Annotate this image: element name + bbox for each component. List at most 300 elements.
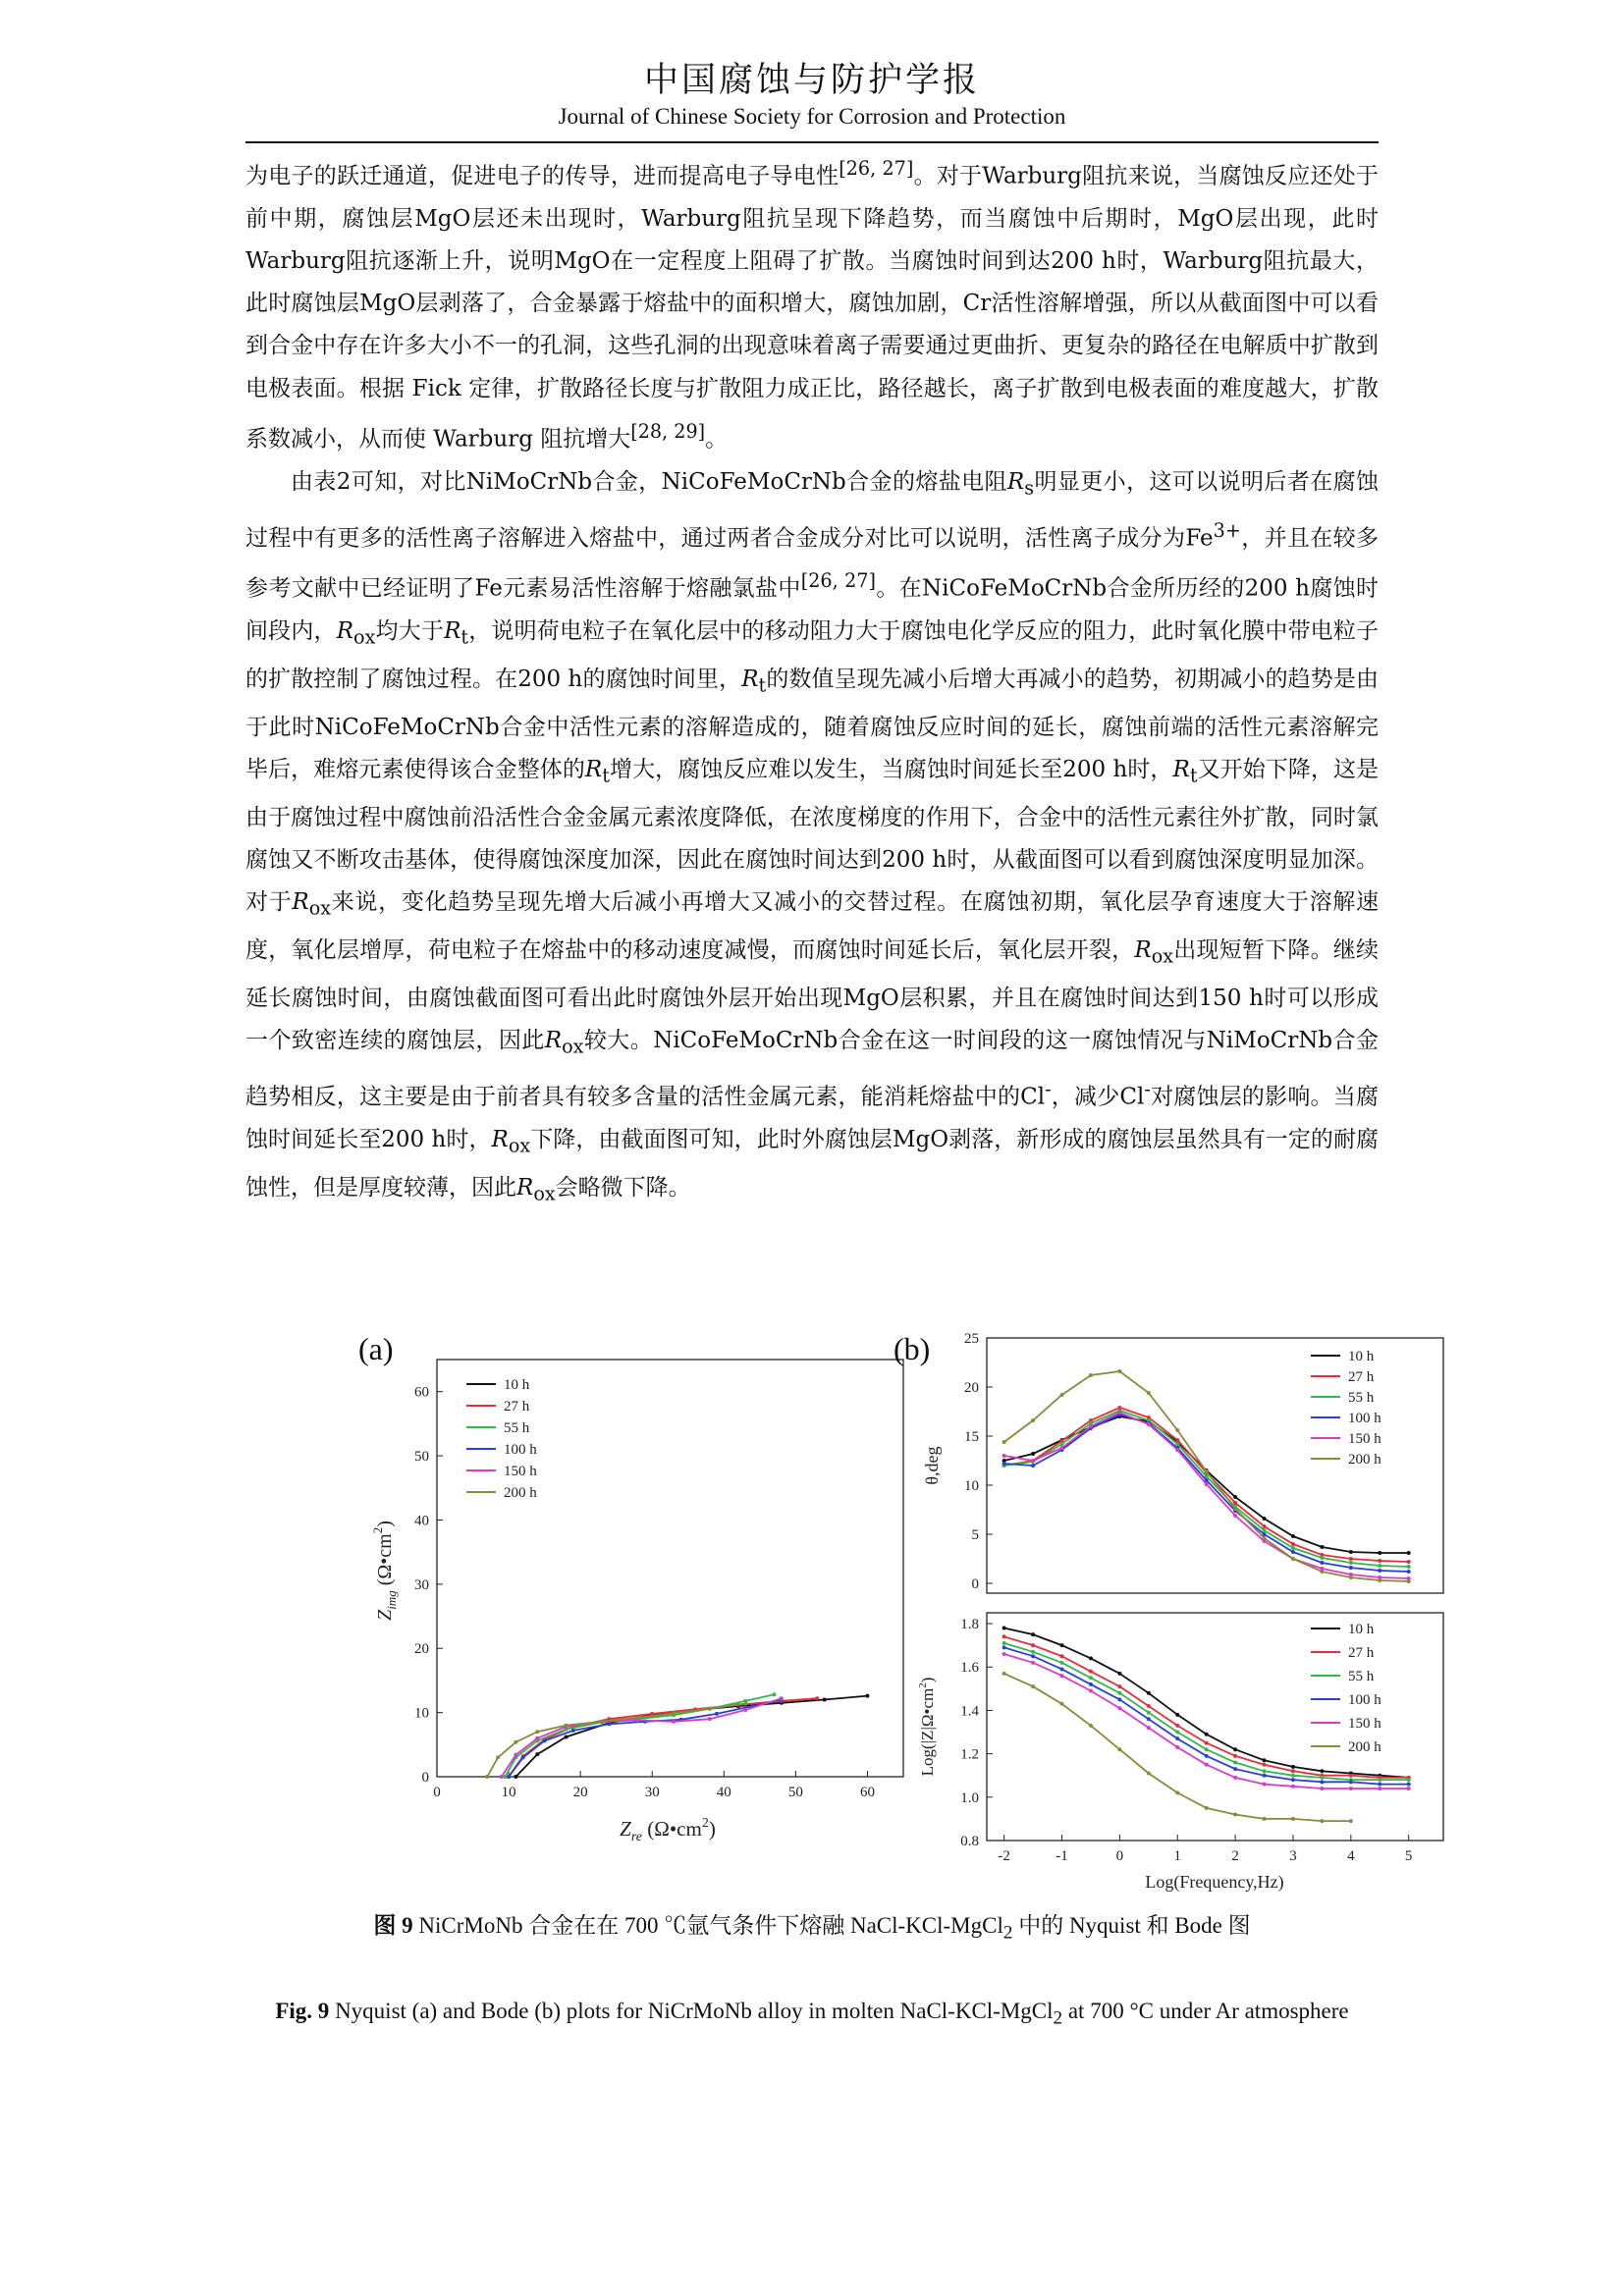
data-point (715, 1712, 719, 1716)
data-point (1378, 1787, 1381, 1790)
data-point (1320, 1787, 1324, 1790)
x-tick-label: 0 (433, 1785, 441, 1800)
data-point (565, 1735, 568, 1738)
italic-text: R (584, 757, 603, 783)
data-point (672, 1720, 676, 1724)
data-point (1263, 1774, 1267, 1778)
y-tick-label: 0 (421, 1770, 429, 1786)
text-run: 对腐蚀层的影响。当腐蚀时间延长至200 h时， (245, 1084, 1379, 1152)
subscript: ox (562, 1035, 584, 1058)
data-point (1031, 1632, 1035, 1636)
data-point (1175, 1428, 1179, 1432)
italic-text: R (292, 889, 309, 916)
data-point (1320, 1561, 1324, 1565)
data-point (1407, 1579, 1411, 1583)
subscript: t (758, 673, 767, 697)
text-run: 会略微下降。 (555, 1174, 691, 1201)
data-point (1263, 1763, 1267, 1767)
data-point (1349, 1774, 1353, 1778)
x-tick-label: 2 (1231, 1848, 1239, 1864)
y-tick-label: 1.2 (960, 1746, 979, 1763)
data-point (1147, 1772, 1151, 1776)
data-point (607, 1722, 611, 1726)
x-axis-title (620, 1816, 716, 1844)
figure-caption-cn (245, 1908, 1379, 1951)
data-point (1291, 1542, 1295, 1546)
data-point (1031, 1661, 1035, 1665)
label-run: 2 (370, 1526, 385, 1534)
data-point (1291, 1557, 1295, 1561)
data-point (1117, 1411, 1121, 1415)
data-point (1205, 1754, 1209, 1758)
data-point (1320, 1780, 1324, 1784)
subscript: 2 (1053, 2007, 1063, 2029)
x-tick-label: 4 (1347, 1848, 1355, 1864)
legend (1311, 1349, 1381, 1468)
panel-label-b: (b) (893, 1331, 931, 1366)
data-point (514, 1775, 517, 1779)
data-point (1291, 1534, 1295, 1538)
data-point (1378, 1783, 1381, 1787)
y-tick-label: 1.8 (960, 1617, 979, 1633)
y-tick-label: 50 (414, 1449, 429, 1466)
data-point (1060, 1654, 1064, 1658)
y-tick-label: 15 (964, 1429, 979, 1445)
data-point (1378, 1564, 1381, 1568)
data-point (600, 1720, 604, 1724)
x-tick-label: 30 (644, 1785, 660, 1800)
data-point (1117, 1691, 1121, 1695)
data-point (1263, 1758, 1267, 1762)
subscript: ox (308, 896, 332, 920)
data-point (535, 1752, 539, 1756)
data-point (1031, 1464, 1035, 1468)
data-point (1031, 1418, 1035, 1422)
data-point (1175, 1438, 1179, 1442)
data-point (1233, 1812, 1237, 1816)
x-tick-label: 40 (716, 1785, 731, 1800)
data-point (1031, 1459, 1035, 1463)
legend-label: 150 h (504, 1464, 537, 1479)
y-tick-label: 1.4 (960, 1703, 979, 1720)
data-point (823, 1698, 827, 1702)
superscript: - (1045, 1077, 1052, 1100)
data-point (636, 1716, 640, 1720)
data-point (1291, 1546, 1295, 1550)
data-point (1378, 1569, 1381, 1573)
data-point (1031, 1452, 1035, 1456)
data-point (1407, 1551, 1411, 1555)
data-point (1117, 1369, 1121, 1373)
text-run: 较大。NiCoFeMoCrNb合金在这一时间段的这一腐蚀情况与NiMoCrNb合金趋势相反，这主要是由于前者具有较多含量的活性金属元素，能消耗熔盐中的Cl (245, 1028, 1379, 1110)
data-point (1002, 1454, 1006, 1458)
body-text (245, 147, 1379, 1214)
data-point (1205, 1482, 1209, 1486)
x-tick-label: 3 (1289, 1848, 1297, 1864)
text-run: 。 (705, 426, 729, 453)
y-tick-label: 10 (414, 1705, 429, 1722)
subscript: ox (533, 1182, 556, 1205)
x-tick-label: 20 (572, 1785, 588, 1800)
data-point (1205, 1806, 1209, 1810)
italic-text: R (491, 1126, 509, 1152)
data-point (503, 1775, 507, 1779)
data-point (1233, 1776, 1237, 1780)
data-point (1060, 1442, 1064, 1446)
label-run: ) (918, 1677, 937, 1683)
italic-text: R (336, 618, 354, 645)
superscript: [28, 29] (630, 419, 706, 443)
data-point (743, 1708, 747, 1712)
data-point (1147, 1726, 1151, 1730)
data-point (571, 1729, 575, 1733)
subscript: s (1024, 476, 1035, 500)
superscript: [26, 27] (839, 157, 914, 180)
y-tick-label: 20 (414, 1641, 429, 1658)
data-point (485, 1775, 489, 1779)
data-point (1089, 1676, 1093, 1680)
x-tick-label: 10 (501, 1785, 516, 1800)
x-tick-label: -2 (998, 1848, 1010, 1864)
data-point (1233, 1747, 1237, 1751)
data-point (1117, 1706, 1121, 1710)
data-point (1263, 1524, 1267, 1528)
text-run: 中的 Nyquist 和 Bode 图 (1012, 1913, 1251, 1938)
legend-label: 100 h (1348, 1692, 1381, 1708)
data-point (1263, 1817, 1267, 1821)
data-point (1002, 1641, 1006, 1645)
data-point (1205, 1733, 1209, 1736)
data-point (1002, 1626, 1006, 1629)
data-point (708, 1707, 712, 1711)
legend-label: 55 h (1348, 1669, 1375, 1684)
data-point (1089, 1682, 1093, 1686)
data-point (1002, 1462, 1006, 1466)
data-point (1407, 1783, 1411, 1787)
subscript: t (460, 625, 469, 649)
legend-label: 10 h (1348, 1622, 1375, 1637)
legend-label: 200 h (1348, 1739, 1381, 1755)
data-point (535, 1730, 539, 1734)
data-point (1233, 1754, 1237, 1758)
y-tick-label: 1.0 (960, 1789, 979, 1806)
data-point (543, 1738, 547, 1742)
data-point (865, 1694, 869, 1698)
data-point (1407, 1787, 1411, 1790)
label-run: Log(|Z| (918, 1727, 937, 1777)
data-point (1002, 1645, 1006, 1649)
text-run: 。对于Warburg阻抗来说，当腐蚀反应还处于前中期，腐蚀层MgO层还未出现时，Warburg阻抗呈现下降趋势，而当腐蚀中后期时，MgO层出现，此时Warburg阻抗逐渐上升，说明MgO在一定程度上阻碍了扩散。当腐蚀时间到达200 h时，Warburg阻抗最大，此时腐蚀层MgO层剥落了，合金暴露于熔盐中的面积增大，腐蚀加剧，Cr活性溶解增强，所以从截面图中可以看到合金中存在许多大小不一的孔洞，这些孔洞的出现意味着离子需要通过更曲折、更复杂的路径在电解质中扩散到电极表面。根据 Fick 定律，扩散路径长度与扩散阻力成正比，路径越长，离子扩散到电极表面的难度越大，扩散系数减小，从而使 Warburg 阻抗增大 (245, 163, 1380, 453)
data-point (1263, 1769, 1267, 1773)
data-point (514, 1753, 517, 1757)
data-point (1031, 1650, 1035, 1654)
data-point (1233, 1767, 1237, 1771)
legend-label: 10 h (1348, 1349, 1375, 1364)
data-point (1349, 1787, 1353, 1790)
legend (466, 1377, 537, 1501)
data-point (1349, 1819, 1353, 1823)
data-point (1320, 1776, 1324, 1780)
data-point (1147, 1711, 1151, 1715)
data-point (507, 1775, 511, 1779)
x-tick-label: 5 (1404, 1848, 1413, 1864)
data-point (1205, 1763, 1209, 1767)
data-point (1291, 1785, 1295, 1789)
text-run: Nyquist (a) and Bode (b) plots for NiCrMoNb alloy in molten NaCl-KCl-MgCl (329, 1999, 1054, 2023)
data-point (1291, 1774, 1295, 1778)
data-point (565, 1724, 568, 1728)
subscript: t (602, 764, 610, 787)
journal-title-en: Journal of Chinese Society for Corrosion and Protection (558, 104, 1066, 129)
data-point (1291, 1778, 1295, 1782)
y-tick-label: 0.8 (960, 1834, 979, 1849)
legend-label: 150 h (1348, 1716, 1381, 1732)
data-point (1349, 1550, 1353, 1554)
text-run: 为电子的跃迁通道，促进电子的传导，进而提高电子导电性 (245, 163, 839, 189)
data-point (500, 1775, 504, 1779)
data-point (1147, 1691, 1151, 1695)
data-point (708, 1717, 712, 1721)
data-point (1349, 1566, 1353, 1570)
data-point (1291, 1769, 1295, 1773)
data-point (1233, 1760, 1237, 1764)
label-run: img (384, 1590, 399, 1610)
data-point (1175, 1731, 1179, 1735)
legend-label: 100 h (1348, 1411, 1381, 1426)
data-point (1089, 1656, 1093, 1660)
x-tick-label: 1 (1173, 1848, 1181, 1864)
data-point (521, 1755, 525, 1759)
data-point (772, 1692, 776, 1696)
superscript: - (1144, 1077, 1151, 1100)
x-tick-label: -1 (1056, 1848, 1068, 1864)
data-point (1349, 1561, 1353, 1565)
legend-label: 55 h (1348, 1390, 1375, 1406)
text-run: 增大，腐蚀反应难以发生，当腐蚀时间延长至200 h时， (609, 757, 1173, 783)
data-point (1263, 1783, 1267, 1787)
y-axis-title: θ,deg (922, 1446, 942, 1485)
data-point (1378, 1559, 1381, 1563)
bold-text: Fig. 9 (275, 1999, 330, 2023)
bode-modulus-plot (893, 1605, 1453, 1899)
y-tick-label: 1.6 (960, 1660, 979, 1677)
data-point (1233, 1514, 1237, 1518)
label-run: Ω•cm (918, 1687, 937, 1728)
legend-label: 100 h (504, 1442, 537, 1458)
data-point (1291, 1817, 1295, 1821)
data-point (1060, 1643, 1064, 1647)
data-point (535, 1736, 539, 1740)
data-point (1117, 1672, 1121, 1676)
x-tick-label: 50 (787, 1785, 803, 1800)
data-point (1060, 1446, 1064, 1450)
data-point (1089, 1724, 1093, 1728)
x-tick-label: 0 (1115, 1848, 1124, 1864)
italic-text: R (444, 618, 461, 645)
data-point (1175, 1736, 1179, 1740)
y-axis-title (370, 1521, 399, 1621)
data-point (1002, 1440, 1006, 1444)
subscript: ox (508, 1134, 531, 1157)
data-point (1117, 1747, 1121, 1751)
label-run: ) (708, 1817, 716, 1841)
text-run: 的数值呈现先减小后增大再减小的趋势，初期减小的趋势是由于此时NiCoFeMoCrNb合金中活性元素的溶解造成的，随着腐蚀反应时间的延长，腐蚀前端的活性元素溶解完毕后，难熔元素使得该合金整体的 (245, 667, 1379, 783)
data-point (1175, 1745, 1179, 1749)
label-run: Z (620, 1817, 631, 1841)
text-run: 又开始下降，这是由于腐蚀过程中腐蚀前沿活性合金金属元素浓度降低，在浓度梯度的作用下，合金中的活性元素往外扩散，同时氯腐蚀又不断攻击基体，使得腐蚀深度加深，因此在腐蚀时间达到200 h时，从截面图可以看到腐蚀深度明显加深。对于 (245, 757, 1380, 916)
data-point (1089, 1373, 1093, 1377)
text-run: NiCrMoNb 合金在在 700 ℃氩气条件下熔融 NaCl-KCl-MgCl (412, 1913, 1003, 1938)
text-run: ，并且在较多参考文献中已经证明了Fe元素易活性溶解于熔融氯盐中 (245, 525, 1380, 603)
label-run: 2 (917, 1682, 929, 1688)
legend-label: 55 h (504, 1420, 530, 1436)
legend-label: 200 h (504, 1485, 537, 1501)
text-run: 来说，变化趋势呈现先增大后减小再增大又减小的交替过程。在腐蚀初期，氧化层孕育速度大于溶解速度，氧化层增厚，荷电粒子在熔盐中的移动速度减慢，而腐蚀时间延长后，氧化层开裂， (245, 889, 1380, 964)
italic-text: R (1134, 937, 1152, 964)
data-point (1089, 1689, 1093, 1693)
data-point (1175, 1448, 1179, 1452)
data-point (1002, 1634, 1006, 1638)
superscript: 3+ (1213, 518, 1241, 542)
italic-text: R (741, 667, 759, 693)
text-run: ，说明荷电粒子在氧化层中的移动阻力大于腐蚀电化学反应的阻力，此时氧化膜中带电粒子的扩散控制了腐蚀过程。在200 h的腐蚀时间里， (245, 618, 1380, 693)
data-point (1002, 1652, 1006, 1656)
data-point (514, 1740, 517, 1744)
figure-9 (344, 1320, 1453, 1899)
data-point (1117, 1684, 1121, 1688)
data-point (1263, 1517, 1267, 1521)
header-rule (245, 141, 1379, 143)
text-run: 明显更小，这可以说明后者在腐蚀过程中有更多的活性离子溶解进入熔盐中，通过两者合金成分对比可以说明，活性离子成分为Fe (245, 468, 1380, 552)
legend-label: 27 h (1348, 1369, 1375, 1385)
data-point (1263, 1528, 1267, 1532)
legend-label: 27 h (504, 1399, 530, 1415)
text-run: 下降，由截面图可知，此时外腐蚀层MgO剥落，新形成的腐蚀层虽然具有一定的耐腐蚀性，但是厚度较薄，因此 (245, 1126, 1379, 1201)
data-point (1407, 1778, 1411, 1782)
label-run: 2 (701, 1816, 709, 1831)
y-tick-label: 10 (964, 1478, 979, 1494)
y-tick-label: 25 (964, 1331, 979, 1347)
y-tick-label: 30 (414, 1576, 429, 1593)
legend-label: 10 h (504, 1377, 530, 1393)
data-point (1060, 1393, 1064, 1397)
data-point (672, 1711, 676, 1715)
data-point (1233, 1507, 1237, 1511)
journal-title-cn: 中国腐蚀与防护学报 (643, 61, 980, 100)
italic-text: R (516, 1174, 534, 1201)
data-point (1117, 1697, 1121, 1701)
legend-label: 200 h (1348, 1452, 1381, 1468)
series-line (515, 1696, 867, 1777)
data-point (1175, 1442, 1179, 1446)
data-point (1147, 1704, 1151, 1708)
journal-header (245, 59, 1379, 132)
data-point (1320, 1545, 1324, 1549)
data-point (1407, 1560, 1411, 1564)
data-point (1407, 1570, 1411, 1574)
data-point (743, 1701, 747, 1705)
text-run: 出现短暂下降。继续延长腐蚀时间，由腐蚀截面图可看出此时腐蚀外层开始出现MgO层积累，并且在腐蚀时间达到150 h时可以形成一个致密连续的腐蚀层，因此 (245, 937, 1380, 1054)
subscript: t (1189, 764, 1198, 787)
data-point (1002, 1672, 1006, 1676)
paragraph-2 (245, 461, 1379, 1215)
text-run: 由表2可知，对比NiMoCrNb合金，NiCoFeMoCrNb合金的熔盐电阻 (291, 468, 1007, 495)
data-point (1147, 1422, 1151, 1426)
label-run: (Ω•cm (641, 1817, 702, 1841)
bold-text: 图 9 (373, 1913, 413, 1938)
data-point (1089, 1670, 1093, 1674)
data-point (1349, 1575, 1353, 1579)
data-point (1263, 1536, 1267, 1540)
data-point (1291, 1765, 1295, 1769)
italic-text: R (1172, 757, 1190, 783)
label-run: (Ω•cm (374, 1533, 396, 1591)
series-55h (1002, 1641, 1411, 1782)
legend-label: 27 h (1348, 1645, 1375, 1661)
data-point (1320, 1819, 1324, 1823)
subscript: 2 (1002, 1922, 1013, 1944)
data-point (780, 1696, 784, 1700)
data-point (1407, 1565, 1411, 1569)
text-run: 。在NiCoFeMoCrNb合金所历经的200 h腐蚀时间段内， (245, 576, 1379, 645)
data-point (1147, 1391, 1151, 1395)
y-tick-label: 5 (971, 1527, 979, 1543)
legend (1311, 1622, 1381, 1755)
figure-caption-en (245, 1994, 1379, 2037)
data-point (1175, 1713, 1179, 1717)
text-run: 均大于 (375, 618, 445, 645)
series-10h (514, 1694, 869, 1779)
bode-phase-plot (893, 1320, 1453, 1605)
subscript: ox (1151, 944, 1174, 968)
data-point (1031, 1654, 1035, 1658)
data-point (1031, 1643, 1035, 1647)
superscript: [26, 27] (800, 569, 876, 593)
y-tick-label: 40 (414, 1513, 429, 1529)
data-point (1205, 1747, 1209, 1751)
data-point (1205, 1741, 1209, 1745)
label-run: ) (374, 1521, 396, 1527)
data-point (1060, 1667, 1064, 1671)
x-tick-label: 60 (859, 1785, 875, 1800)
y-axis-title (917, 1678, 937, 1777)
data-point (1089, 1424, 1093, 1428)
data-point (1291, 1550, 1295, 1554)
data-point (1320, 1570, 1324, 1574)
legend-label: 150 h (1348, 1431, 1381, 1447)
data-point (1378, 1578, 1381, 1582)
italic-text: R (1006, 468, 1025, 495)
data-point (496, 1755, 500, 1759)
x-axis-title: Log(Frequency,Hz) (1145, 1872, 1284, 1892)
data-point (1378, 1551, 1381, 1555)
y-tick-label: 0 (971, 1576, 979, 1592)
italic-text: R (544, 1028, 563, 1054)
data-point (1320, 1769, 1324, 1773)
data-point (1060, 1674, 1064, 1678)
data-point (1147, 1717, 1151, 1721)
series-line (1004, 1643, 1409, 1780)
text-run: at 700 °C under Ar atmosphere (1062, 1999, 1349, 2023)
data-point (815, 1696, 819, 1700)
label-run: re (630, 1830, 642, 1844)
data-point (1320, 1556, 1324, 1560)
data-point (1060, 1661, 1064, 1665)
data-point (1175, 1790, 1179, 1794)
data-point (1205, 1469, 1209, 1473)
data-point (1233, 1495, 1237, 1499)
data-point (1349, 1557, 1353, 1561)
